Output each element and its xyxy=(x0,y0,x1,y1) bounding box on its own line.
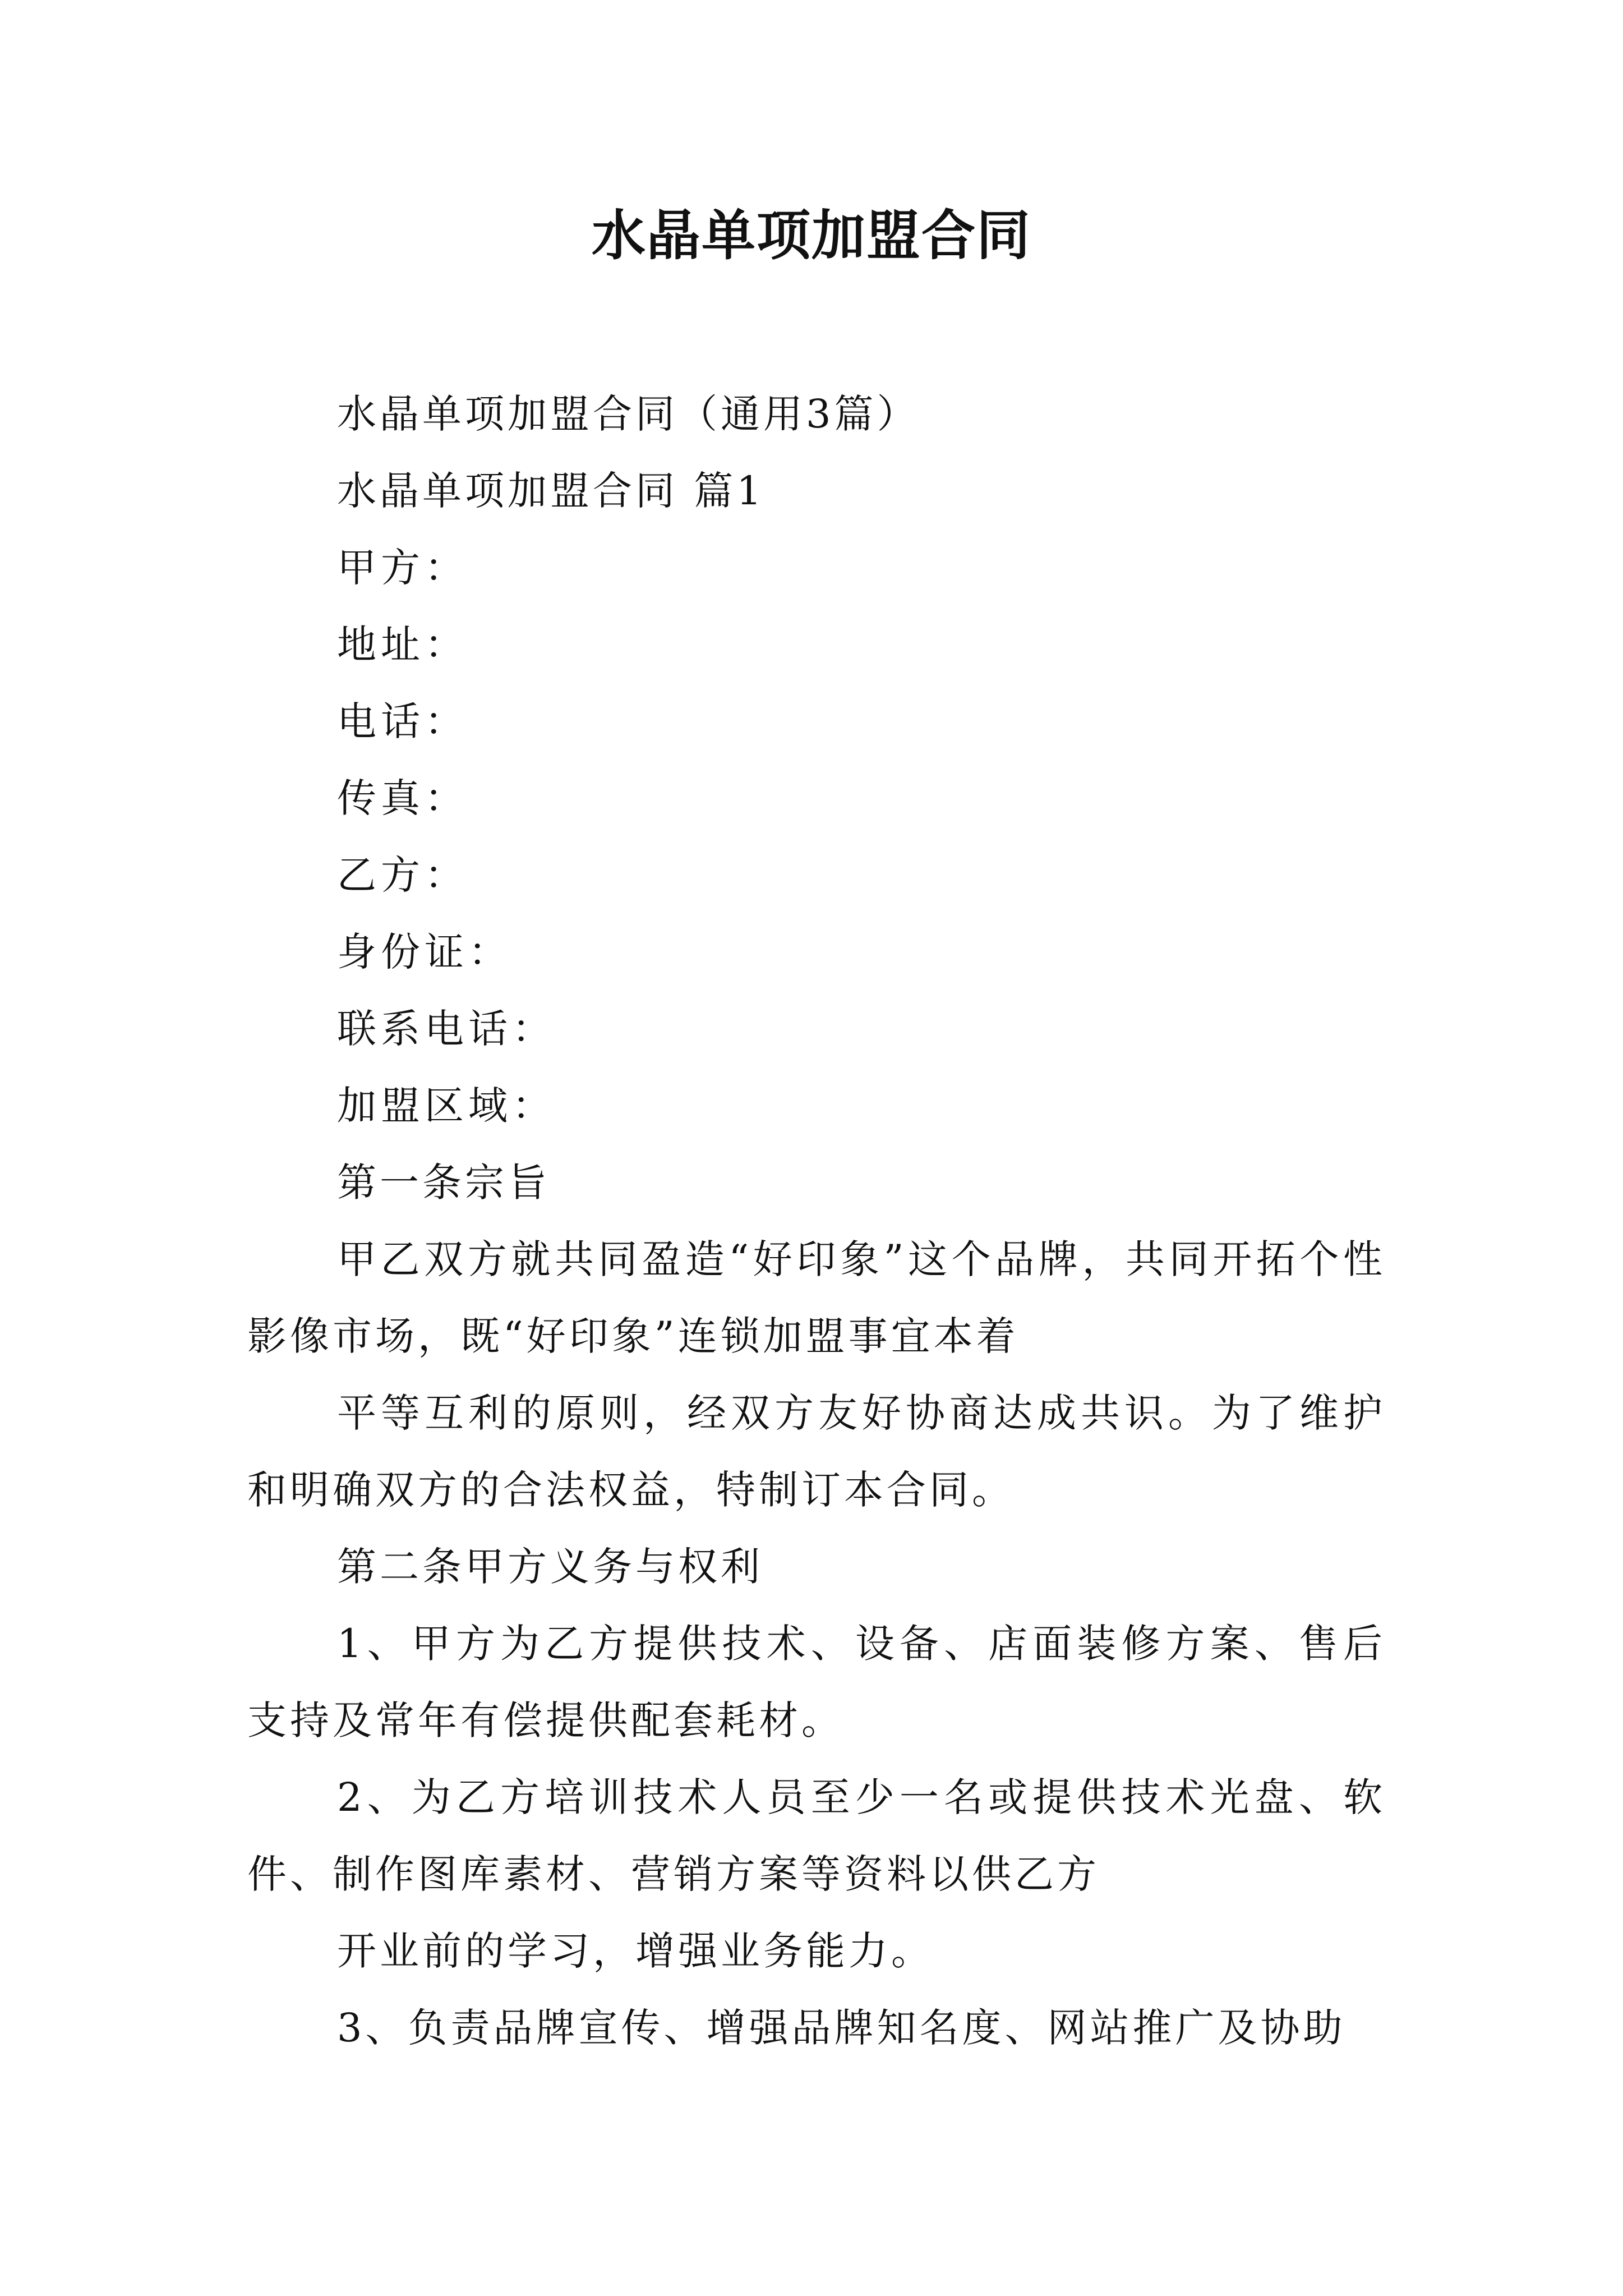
address-field: 地址： xyxy=(337,622,468,668)
body-paragraph: 1、甲方为乙方提供技术、设备、店面装修方案、售后支持及常年有偿提供配套耗材。 xyxy=(247,1621,1386,1743)
party-a-field: 甲方： xyxy=(337,545,468,591)
id-card-field: 身份证： xyxy=(337,929,512,975)
phone-field: 电话： xyxy=(337,698,468,744)
contact-phone-field: 联系电话： xyxy=(337,1006,556,1052)
party-b-field: 乙方： xyxy=(337,852,468,898)
article-heading: 第二条甲方义务与权利 xyxy=(337,1544,763,1590)
body-paragraph: 开业前的学习，增强业务能力。 xyxy=(337,1928,934,1974)
document-body xyxy=(247,376,1386,2067)
body-paragraph: 2、为乙方培训技术人员至少一名或提供技术光盘、软件、制作图库素材、营销方案等资料以供乙方 xyxy=(247,1774,1386,1897)
fax-field: 传真： xyxy=(337,775,468,821)
subtitle-line: 水晶单项加盟合同（通用3篇） xyxy=(337,391,920,437)
franchise-region-field: 加盟区域： xyxy=(337,1083,556,1129)
body-paragraph: 甲乙双方就共同盈造“好印象”这个品牌，共同开拓个性影像市场，既“好印象”连锁加盟事宜本着 xyxy=(247,1236,1386,1359)
document-title: 水晶单项加盟合同 xyxy=(592,204,1031,267)
section-heading: 水晶单项加盟合同 篇1 xyxy=(337,468,765,514)
article-heading: 第一条宗旨 xyxy=(337,1159,550,1205)
body-paragraph: 平等互利的原则，经双方友好协商达成共识。为了维护和明确双方的合法权益，特制订本合同。 xyxy=(247,1390,1386,1513)
body-paragraph: 3、负责品牌宣传、增强品牌知名度、网站推广及协助 xyxy=(337,2005,1346,2051)
